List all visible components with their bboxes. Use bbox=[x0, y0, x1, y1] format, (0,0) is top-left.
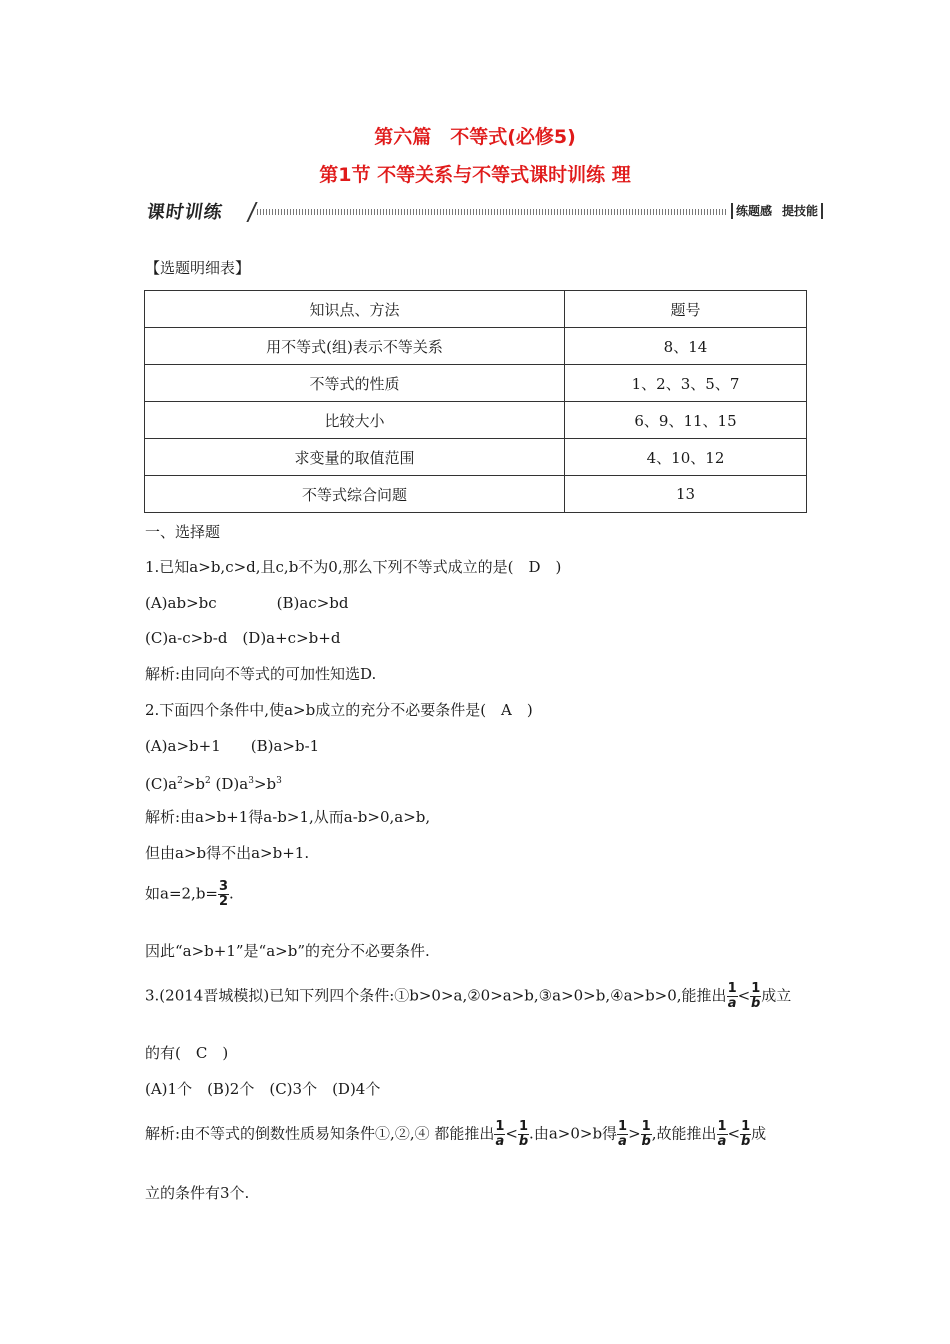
q3-analysis-b: .由a>0>b得 bbox=[529, 1124, 618, 1143]
banner-slash bbox=[246, 202, 257, 222]
greater-than: > bbox=[628, 1124, 641, 1143]
fraction bbox=[717, 1120, 728, 1149]
q1-options-cd: (C)a-c>b-d (D)a+c>b+d bbox=[145, 629, 341, 647]
fraction-denominator: a bbox=[727, 996, 737, 1011]
less-than: < bbox=[737, 986, 751, 1005]
q3-analysis-c: ,故能推出 bbox=[651, 1124, 717, 1143]
table-cell: 6、9、11、15 bbox=[565, 402, 807, 439]
fraction bbox=[727, 982, 738, 1011]
q2-stem: 2.下面四个条件中,使a>b成立的充分不必要条件是( A ) bbox=[145, 701, 533, 719]
q1-options-ab: (A)ab>bc (B)ac>bd bbox=[145, 594, 349, 612]
table-row bbox=[145, 402, 807, 439]
q3-analysis-2: 立的条件有3个. bbox=[145, 1184, 250, 1202]
chapter-title: 第六篇 不等式(必修5) bbox=[374, 126, 576, 148]
fraction-denominator: b bbox=[751, 996, 761, 1011]
exponent: 3 bbox=[248, 776, 254, 786]
fraction-denominator: b bbox=[641, 1134, 651, 1149]
q3-stem-2: 的有( C ) bbox=[145, 1044, 229, 1062]
banner-tagline bbox=[731, 203, 823, 219]
table-cell: 求变量的取值范围 bbox=[145, 439, 565, 476]
fraction-numerator: 1 bbox=[618, 1119, 628, 1134]
banner-logo: 课时训练 bbox=[145, 202, 225, 223]
topic-table bbox=[144, 290, 807, 513]
q3-stem-text: 3.(2014晋城模拟)已知下列四个条件:①b>0>a,②0>a>b,③a>0>b,④a>b>0,能推出 bbox=[145, 986, 727, 1005]
fraction bbox=[740, 1120, 751, 1149]
fraction-numerator: 1 bbox=[641, 1119, 651, 1134]
q3-analysis bbox=[145, 1120, 766, 1149]
q2-options-cd bbox=[145, 771, 282, 794]
fraction-numerator: 1 bbox=[751, 981, 761, 996]
q2-analysis-4: 因此“a>b+1”是“a>b”的充分不必要条件. bbox=[145, 942, 430, 960]
q1-stem: 1.已知a>b,c>d,且c,b不为0,那么下列不等式成立的是( D ) bbox=[145, 558, 562, 576]
table-cell: 8、14 bbox=[565, 328, 807, 365]
q2-opt-d: (D)a bbox=[210, 775, 249, 793]
banner-dotted-line bbox=[257, 209, 727, 215]
fraction-denominator: b bbox=[740, 1134, 751, 1149]
less-than: < bbox=[727, 1124, 741, 1143]
q2-analysis-1: 解析:由a>b+1得a-b>1,从而a-b>0,a>b, bbox=[145, 808, 431, 826]
fraction bbox=[750, 982, 761, 1011]
period: . bbox=[229, 884, 234, 903]
table-cell: 4、10、12 bbox=[565, 439, 807, 476]
table-cell: 13 bbox=[565, 476, 807, 513]
exponent: 2 bbox=[177, 776, 183, 786]
practice-banner bbox=[143, 198, 833, 228]
less-than: < bbox=[505, 1124, 518, 1143]
fraction bbox=[218, 880, 229, 909]
table-cell: 不等式综合问题 bbox=[145, 476, 565, 513]
fraction-denominator: a bbox=[717, 1134, 727, 1149]
q2-analysis-2: 但由a>b得不出a>b+1. bbox=[145, 844, 310, 862]
fraction-denominator: a bbox=[495, 1134, 505, 1149]
section-heading: 一、选择题 bbox=[145, 523, 221, 541]
q2-example-text: 如a=2,b= bbox=[145, 884, 218, 903]
q3-analysis-a: 解析:由不等式的倒数性质易知条件①,②,④ 都能推出 bbox=[145, 1124, 495, 1143]
fraction bbox=[641, 1120, 652, 1149]
q1-analysis: 解析:由同向不等式的可加性知选D. bbox=[145, 665, 377, 683]
table-cell: 比较大小 bbox=[145, 402, 565, 439]
table-row bbox=[145, 476, 807, 513]
fraction-numerator: 1 bbox=[519, 1119, 529, 1134]
table-row bbox=[145, 439, 807, 476]
q2-opt-d-mid: >b bbox=[253, 775, 277, 793]
table-header-cell: 题号 bbox=[565, 291, 807, 328]
q2-analysis-3 bbox=[145, 880, 234, 909]
banner-tag-b: 提技能 bbox=[782, 204, 819, 218]
fraction-denominator: 2 bbox=[219, 894, 229, 909]
q2-opt-c-mid: >b bbox=[182, 775, 206, 793]
table-row bbox=[145, 365, 807, 402]
fraction-denominator: a bbox=[618, 1134, 627, 1149]
fraction-numerator: 1 bbox=[495, 1119, 505, 1134]
table-cell: 用不等式(组)表示不等关系 bbox=[145, 328, 565, 365]
q2-opt-c: (C)a bbox=[145, 775, 178, 793]
q3-stem-end: 成立 bbox=[761, 986, 792, 1005]
exponent: 2 bbox=[205, 776, 211, 786]
table-header-row bbox=[145, 291, 807, 328]
q3-options: (A)1个 (B)2个 (C)3个 (D)4个 bbox=[145, 1080, 381, 1098]
fraction-numerator: 1 bbox=[741, 1119, 751, 1134]
table-cell: 1、2、3、5、7 bbox=[565, 365, 807, 402]
q3-analysis-d: 成 bbox=[751, 1124, 767, 1143]
fraction-numerator: 3 bbox=[219, 879, 229, 894]
table-row bbox=[145, 328, 807, 365]
q3-stem bbox=[145, 982, 791, 1011]
fraction bbox=[518, 1120, 529, 1149]
section-title: 第1节 不等关系与不等式课时训练 理 bbox=[319, 164, 631, 186]
fraction-numerator: 1 bbox=[717, 1119, 727, 1134]
table-header-cell: 知识点、方法 bbox=[145, 291, 565, 328]
q2-options-ab: (A)a>b+1 (B)a>b-1 bbox=[145, 737, 320, 755]
fraction-numerator: 1 bbox=[727, 981, 737, 996]
fraction bbox=[617, 1120, 628, 1149]
fraction-denominator: b bbox=[518, 1134, 529, 1149]
fraction bbox=[494, 1120, 505, 1149]
table-cell: 不等式的性质 bbox=[145, 365, 565, 402]
banner-tag-a: 练题感 bbox=[736, 204, 773, 218]
exponent: 3 bbox=[276, 776, 282, 786]
table-caption: 【选题明细表】 bbox=[145, 259, 251, 277]
